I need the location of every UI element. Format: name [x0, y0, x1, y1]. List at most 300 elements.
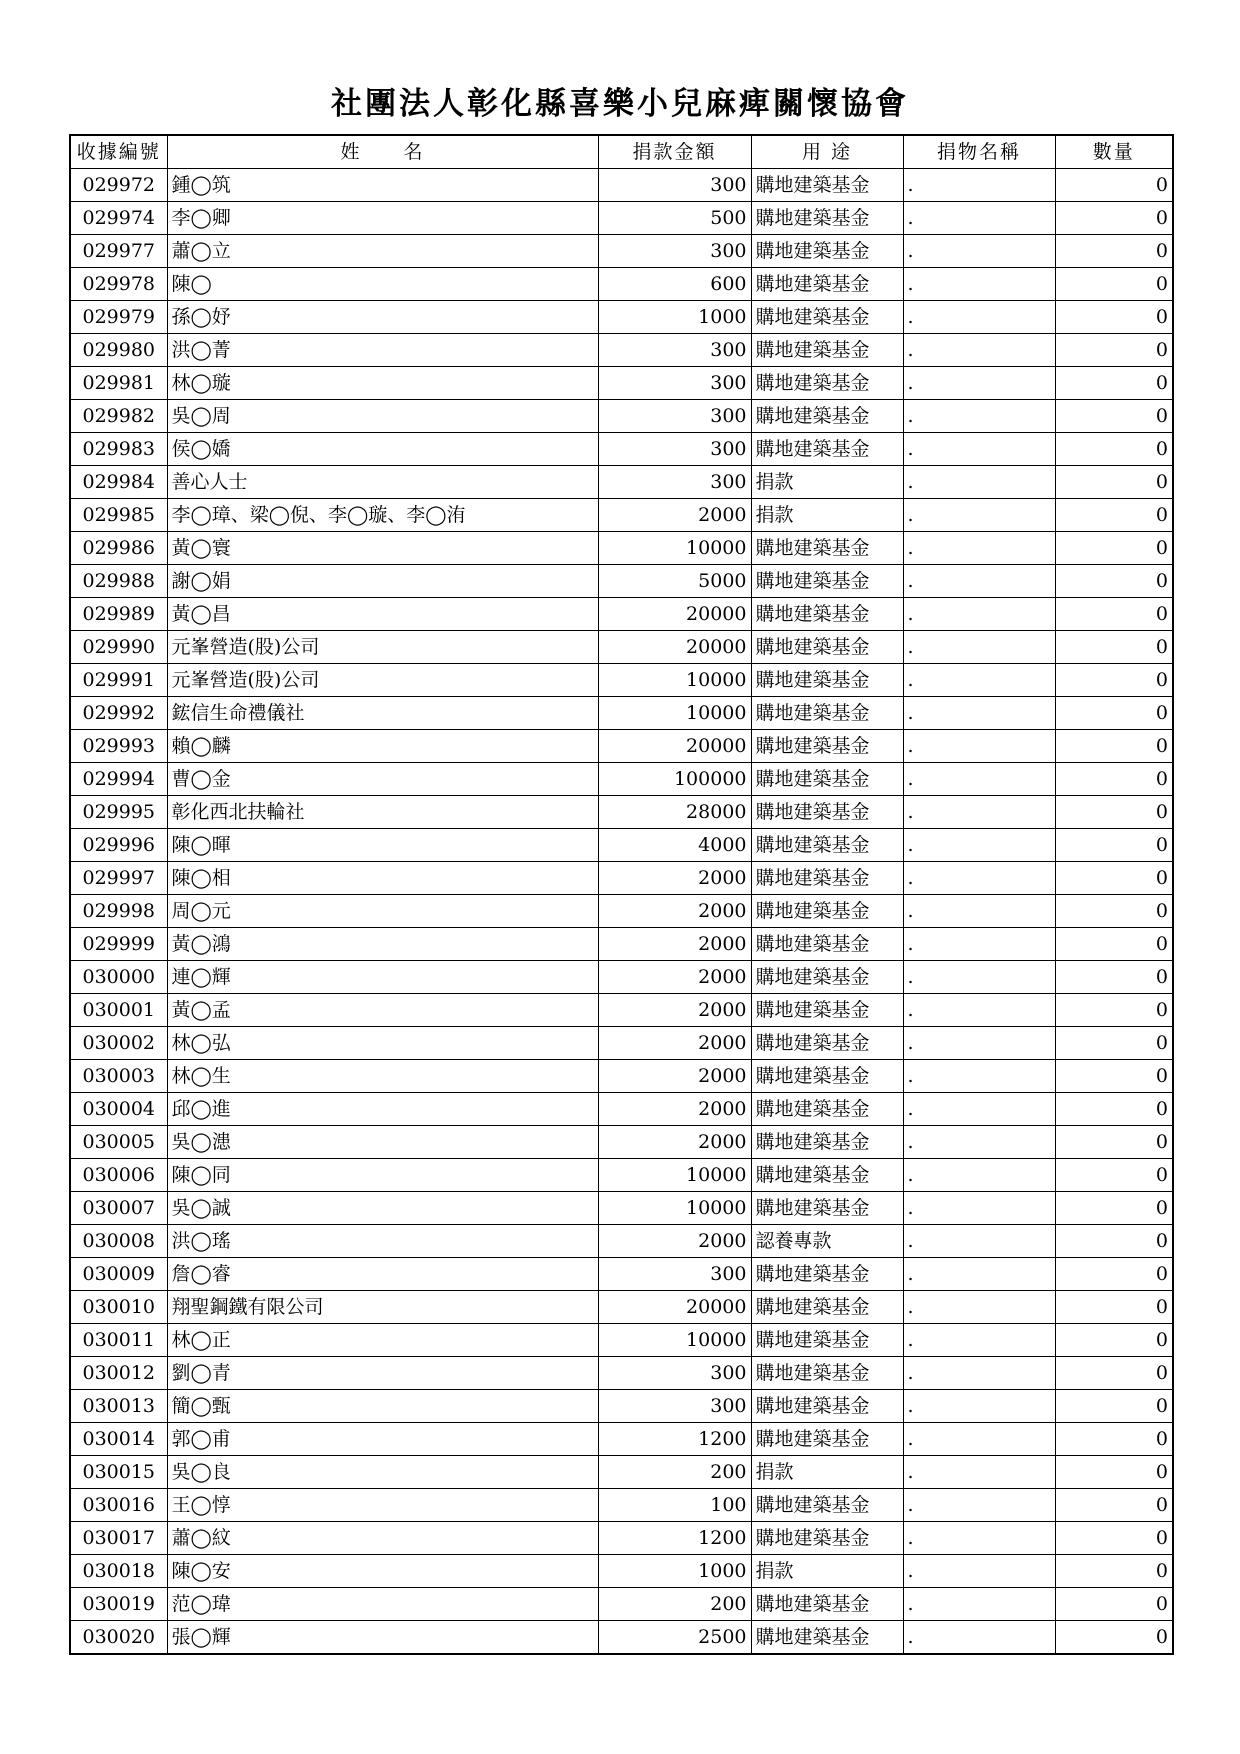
table-row — [70, 1621, 1173, 1655]
quantity-cell: 0 — [1055, 1357, 1173, 1390]
purpose-cell: 購地建築基金 — [751, 268, 903, 301]
table-row — [70, 1390, 1173, 1423]
quantity-cell: 0 — [1055, 1060, 1173, 1093]
amount-cell: 300 — [598, 1357, 751, 1390]
header-receipt-number: 收據編號 — [70, 135, 167, 169]
receipt-number-cell: 029994 — [70, 763, 167, 796]
quantity-cell: 0 — [1055, 169, 1173, 202]
receipt-number-cell: 030012 — [70, 1357, 167, 1390]
amount-cell: 1200 — [598, 1522, 751, 1555]
amount-cell: 2000 — [598, 1027, 751, 1060]
quantity-cell: 0 — [1055, 1423, 1173, 1456]
item-name-cell: . — [903, 631, 1055, 664]
donor-name-cell: 鋐信生命禮儀社 — [167, 697, 598, 730]
quantity-cell: 0 — [1055, 1093, 1173, 1126]
donor-name-cell: 洪◯瑤 — [167, 1225, 598, 1258]
item-name-cell: . — [903, 565, 1055, 598]
amount-cell: 300 — [598, 169, 751, 202]
receipt-number-cell: 029983 — [70, 433, 167, 466]
purpose-cell: 認養專款 — [751, 1225, 903, 1258]
table-row — [70, 1324, 1173, 1357]
table-row — [70, 730, 1173, 763]
receipt-number-cell: 030014 — [70, 1423, 167, 1456]
receipt-number-cell: 029998 — [70, 895, 167, 928]
donor-name-cell: 黃◯鴻 — [167, 928, 598, 961]
purpose-cell: 購地建築基金 — [751, 1027, 903, 1060]
donor-name-cell: 黃◯昌 — [167, 598, 598, 631]
purpose-cell: 購地建築基金 — [751, 367, 903, 400]
table-row — [70, 1060, 1173, 1093]
quantity-cell: 0 — [1055, 796, 1173, 829]
purpose-cell: 購地建築基金 — [751, 928, 903, 961]
amount-cell: 2000 — [598, 928, 751, 961]
donor-name-cell: 翔聖鋼鐵有限公司 — [167, 1291, 598, 1324]
donor-name-cell: 詹◯睿 — [167, 1258, 598, 1291]
table-row — [70, 1423, 1173, 1456]
receipt-number-cell: 029977 — [70, 235, 167, 268]
donor-name-cell: 林◯生 — [167, 1060, 598, 1093]
table-row — [70, 1093, 1173, 1126]
amount-cell: 1000 — [598, 301, 751, 334]
amount-cell: 2000 — [598, 1126, 751, 1159]
amount-cell: 300 — [598, 235, 751, 268]
item-name-cell: . — [903, 499, 1055, 532]
table-row — [70, 334, 1173, 367]
amount-cell: 10000 — [598, 1159, 751, 1192]
purpose-cell: 購地建築基金 — [751, 235, 903, 268]
header-name: 姓 名 — [167, 135, 598, 169]
quantity-cell: 0 — [1055, 862, 1173, 895]
purpose-cell: 購地建築基金 — [751, 697, 903, 730]
purpose-cell: 購地建築基金 — [751, 1357, 903, 1390]
receipt-number-cell: 030000 — [70, 961, 167, 994]
purpose-cell: 購地建築基金 — [751, 1324, 903, 1357]
amount-cell: 300 — [598, 367, 751, 400]
item-name-cell: . — [903, 1126, 1055, 1159]
item-name-cell: . — [903, 367, 1055, 400]
receipt-number-cell: 029979 — [70, 301, 167, 334]
quantity-cell: 0 — [1055, 1027, 1173, 1060]
purpose-cell: 購地建築基金 — [751, 169, 903, 202]
amount-cell: 300 — [598, 334, 751, 367]
receipt-number-cell: 029992 — [70, 697, 167, 730]
table-row — [70, 367, 1173, 400]
receipt-number-cell: 030013 — [70, 1390, 167, 1423]
donor-name-cell: 吳◯漶 — [167, 1126, 598, 1159]
item-name-cell: . — [903, 1225, 1055, 1258]
amount-cell: 1200 — [598, 1423, 751, 1456]
table-row — [70, 1027, 1173, 1060]
amount-cell: 4000 — [598, 829, 751, 862]
amount-cell: 600 — [598, 268, 751, 301]
item-name-cell: . — [903, 796, 1055, 829]
receipt-number-cell: 029991 — [70, 664, 167, 697]
item-name-cell: . — [903, 268, 1055, 301]
receipt-number-cell: 030007 — [70, 1192, 167, 1225]
donor-name-cell: 黃◯孟 — [167, 994, 598, 1027]
donor-name-cell: 李◯卿 — [167, 202, 598, 235]
donor-name-cell: 元峯營造(股)公司 — [167, 664, 598, 697]
receipt-number-cell: 030009 — [70, 1258, 167, 1291]
quantity-cell: 0 — [1055, 1192, 1173, 1225]
purpose-cell: 購地建築基金 — [751, 1489, 903, 1522]
receipt-number-cell: 029978 — [70, 268, 167, 301]
item-name-cell: . — [903, 862, 1055, 895]
quantity-cell: 0 — [1055, 829, 1173, 862]
table-row — [70, 961, 1173, 994]
amount-cell: 2000 — [598, 1060, 751, 1093]
donor-name-cell: 周◯元 — [167, 895, 598, 928]
item-name-cell: . — [903, 532, 1055, 565]
table-row — [70, 928, 1173, 961]
item-name-cell: . — [903, 829, 1055, 862]
amount-cell: 28000 — [598, 796, 751, 829]
quantity-cell: 0 — [1055, 631, 1173, 664]
amount-cell: 2000 — [598, 961, 751, 994]
table-row — [70, 1588, 1173, 1621]
item-name-cell: . — [903, 169, 1055, 202]
donor-name-cell: 李◯璋、梁◯倪、李◯璇、李◯洧 — [167, 499, 598, 532]
amount-cell: 2000 — [598, 1225, 751, 1258]
amount-cell: 20000 — [598, 730, 751, 763]
purpose-cell: 購地建築基金 — [751, 532, 903, 565]
quantity-cell: 0 — [1055, 697, 1173, 730]
receipt-number-cell: 030016 — [70, 1489, 167, 1522]
item-name-cell: . — [903, 961, 1055, 994]
receipt-number-cell: 030010 — [70, 1291, 167, 1324]
purpose-cell: 購地建築基金 — [751, 301, 903, 334]
amount-cell: 2000 — [598, 895, 751, 928]
donor-name-cell: 孫◯妤 — [167, 301, 598, 334]
quantity-cell: 0 — [1055, 334, 1173, 367]
table-row — [70, 829, 1173, 862]
table-row — [70, 631, 1173, 664]
purpose-cell: 購地建築基金 — [751, 1291, 903, 1324]
quantity-cell: 0 — [1055, 1621, 1173, 1655]
receipt-number-cell: 029999 — [70, 928, 167, 961]
purpose-cell: 購地建築基金 — [751, 1588, 903, 1621]
item-name-cell: . — [903, 1555, 1055, 1588]
quantity-cell: 0 — [1055, 994, 1173, 1027]
receipt-number-cell: 030018 — [70, 1555, 167, 1588]
item-name-cell: . — [903, 763, 1055, 796]
receipt-number-cell: 029995 — [70, 796, 167, 829]
amount-cell: 20000 — [598, 598, 751, 631]
donor-name-cell: 林◯璇 — [167, 367, 598, 400]
receipt-number-cell: 030003 — [70, 1060, 167, 1093]
quantity-cell: 0 — [1055, 1324, 1173, 1357]
quantity-cell: 0 — [1055, 1390, 1173, 1423]
quantity-cell: 0 — [1055, 928, 1173, 961]
receipt-number-cell: 030005 — [70, 1126, 167, 1159]
quantity-cell: 0 — [1055, 499, 1173, 532]
item-name-cell: . — [903, 664, 1055, 697]
quantity-cell: 0 — [1055, 1291, 1173, 1324]
donor-name-cell: 陳◯ — [167, 268, 598, 301]
table-row — [70, 169, 1173, 202]
receipt-number-cell: 029972 — [70, 169, 167, 202]
table-row — [70, 532, 1173, 565]
donor-name-cell: 侯◯嬌 — [167, 433, 598, 466]
donor-name-cell: 賴◯麟 — [167, 730, 598, 763]
table-row — [70, 1192, 1173, 1225]
item-name-cell: . — [903, 1390, 1055, 1423]
document-title: 社團法人彰化縣喜樂小兒麻痺關懷協會 — [331, 86, 909, 122]
donor-name-cell: 善心人士 — [167, 466, 598, 499]
receipt-number-cell: 030019 — [70, 1588, 167, 1621]
purpose-cell: 購地建築基金 — [751, 1258, 903, 1291]
item-name-cell: . — [903, 1027, 1055, 1060]
header-donation-amount: 捐款金額 — [598, 135, 751, 169]
quantity-cell: 0 — [1055, 235, 1173, 268]
amount-cell: 200 — [598, 1456, 751, 1489]
item-name-cell: . — [903, 598, 1055, 631]
item-name-cell: . — [903, 466, 1055, 499]
item-name-cell: . — [903, 697, 1055, 730]
receipt-number-cell: 029985 — [70, 499, 167, 532]
purpose-cell: 購地建築基金 — [751, 1093, 903, 1126]
item-name-cell: . — [903, 1456, 1055, 1489]
quantity-cell: 0 — [1055, 1225, 1173, 1258]
header-row — [70, 135, 1173, 169]
purpose-cell: 購地建築基金 — [751, 862, 903, 895]
table-row — [70, 202, 1173, 235]
purpose-cell: 購地建築基金 — [751, 202, 903, 235]
table-row — [70, 499, 1173, 532]
donor-name-cell: 邱◯進 — [167, 1093, 598, 1126]
table-row — [70, 994, 1173, 1027]
item-name-cell: . — [903, 1192, 1055, 1225]
table-header — [70, 135, 1173, 169]
purpose-cell: 購地建築基金 — [751, 1192, 903, 1225]
donor-name-cell: 彰化西北扶輪社 — [167, 796, 598, 829]
purpose-cell: 購地建築基金 — [751, 796, 903, 829]
purpose-cell: 購地建築基金 — [751, 961, 903, 994]
table-row — [70, 235, 1173, 268]
amount-cell: 2500 — [598, 1621, 751, 1655]
item-name-cell: . — [903, 301, 1055, 334]
donor-name-cell: 蕭◯紋 — [167, 1522, 598, 1555]
quantity-cell: 0 — [1055, 730, 1173, 763]
table-row — [70, 268, 1173, 301]
quantity-cell: 0 — [1055, 1159, 1173, 1192]
item-name-cell: . — [903, 334, 1055, 367]
purpose-cell: 捐款 — [751, 1456, 903, 1489]
amount-cell: 200 — [598, 1588, 751, 1621]
purpose-cell: 購地建築基金 — [751, 1060, 903, 1093]
receipt-number-cell: 029981 — [70, 367, 167, 400]
table-row — [70, 598, 1173, 631]
item-name-cell: . — [903, 1621, 1055, 1655]
quantity-cell: 0 — [1055, 598, 1173, 631]
purpose-cell: 捐款 — [751, 1555, 903, 1588]
item-name-cell: . — [903, 1357, 1055, 1390]
receipt-number-cell: 029993 — [70, 730, 167, 763]
amount-cell: 2000 — [598, 499, 751, 532]
table-row — [70, 400, 1173, 433]
item-name-cell: . — [903, 1159, 1055, 1192]
quantity-cell: 0 — [1055, 466, 1173, 499]
table-row — [70, 1522, 1173, 1555]
amount-cell: 300 — [598, 1258, 751, 1291]
table-row — [70, 697, 1173, 730]
donor-name-cell: 連◯輝 — [167, 961, 598, 994]
amount-cell: 300 — [598, 433, 751, 466]
receipt-number-cell: 029997 — [70, 862, 167, 895]
item-name-cell: . — [903, 1588, 1055, 1621]
item-name-cell: . — [903, 895, 1055, 928]
donor-name-cell: 張◯輝 — [167, 1621, 598, 1655]
quantity-cell: 0 — [1055, 1588, 1173, 1621]
item-name-cell: . — [903, 1093, 1055, 1126]
donor-name-cell: 吳◯良 — [167, 1456, 598, 1489]
donor-name-cell: 林◯弘 — [167, 1027, 598, 1060]
quantity-cell: 0 — [1055, 1456, 1173, 1489]
table-row — [70, 1357, 1173, 1390]
quantity-cell: 0 — [1055, 1555, 1173, 1588]
amount-cell: 5000 — [598, 565, 751, 598]
item-name-cell: . — [903, 730, 1055, 763]
quantity-cell: 0 — [1055, 202, 1173, 235]
purpose-cell: 購地建築基金 — [751, 1126, 903, 1159]
table-row — [70, 1456, 1173, 1489]
amount-cell: 10000 — [598, 1192, 751, 1225]
amount-cell: 10000 — [598, 697, 751, 730]
purpose-cell: 購地建築基金 — [751, 1390, 903, 1423]
receipt-number-cell: 030020 — [70, 1621, 167, 1655]
amount-cell: 300 — [598, 1390, 751, 1423]
donor-name-cell: 元峯營造(股)公司 — [167, 631, 598, 664]
amount-cell: 100 — [598, 1489, 751, 1522]
item-name-cell: . — [903, 235, 1055, 268]
table-row — [70, 301, 1173, 334]
purpose-cell: 購地建築基金 — [751, 895, 903, 928]
purpose-cell: 購地建築基金 — [751, 994, 903, 1027]
amount-cell: 2000 — [598, 994, 751, 1027]
purpose-cell: 購地建築基金 — [751, 829, 903, 862]
purpose-cell: 捐款 — [751, 499, 903, 532]
donor-name-cell: 吳◯周 — [167, 400, 598, 433]
item-name-cell: . — [903, 1423, 1055, 1456]
receipt-number-cell: 030015 — [70, 1456, 167, 1489]
quantity-cell: 0 — [1055, 532, 1173, 565]
donor-name-cell: 簡◯甄 — [167, 1390, 598, 1423]
amount-cell: 20000 — [598, 631, 751, 664]
purpose-cell: 購地建築基金 — [751, 400, 903, 433]
donor-name-cell: 范◯瑋 — [167, 1588, 598, 1621]
header-quantity: 數量 — [1055, 135, 1173, 169]
quantity-cell: 0 — [1055, 1258, 1173, 1291]
quantity-cell: 0 — [1055, 1126, 1173, 1159]
donor-name-cell: 鍾◯筑 — [167, 169, 598, 202]
table-row — [70, 1225, 1173, 1258]
amount-cell: 500 — [598, 202, 751, 235]
quantity-cell: 0 — [1055, 763, 1173, 796]
item-name-cell: . — [903, 994, 1055, 1027]
donor-name-cell: 蕭◯立 — [167, 235, 598, 268]
table-row — [70, 796, 1173, 829]
amount-cell: 300 — [598, 400, 751, 433]
item-name-cell: . — [903, 1291, 1055, 1324]
table-row — [70, 1291, 1173, 1324]
table-body — [70, 169, 1173, 1655]
donor-name-cell: 陳◯安 — [167, 1555, 598, 1588]
purpose-cell: 購地建築基金 — [751, 631, 903, 664]
donor-name-cell: 曹◯金 — [167, 763, 598, 796]
amount-cell: 2000 — [598, 1093, 751, 1126]
receipt-number-cell: 029996 — [70, 829, 167, 862]
receipt-number-cell: 030001 — [70, 994, 167, 1027]
amount-cell: 10000 — [598, 664, 751, 697]
receipt-number-cell: 029990 — [70, 631, 167, 664]
donor-name-cell: 劉◯青 — [167, 1357, 598, 1390]
donor-name-cell: 王◯惇 — [167, 1489, 598, 1522]
amount-cell: 300 — [598, 466, 751, 499]
receipt-number-cell: 029986 — [70, 532, 167, 565]
item-name-cell: . — [903, 1522, 1055, 1555]
quantity-cell: 0 — [1055, 268, 1173, 301]
quantity-cell: 0 — [1055, 664, 1173, 697]
purpose-cell: 購地建築基金 — [751, 433, 903, 466]
table-row — [70, 862, 1173, 895]
table-row — [70, 565, 1173, 598]
header-purpose: 用 途 — [751, 135, 903, 169]
table-row — [70, 1159, 1173, 1192]
amount-cell: 2000 — [598, 862, 751, 895]
table-row — [70, 466, 1173, 499]
receipt-number-cell: 029980 — [70, 334, 167, 367]
item-name-cell: . — [903, 1060, 1055, 1093]
table-row — [70, 433, 1173, 466]
donor-name-cell: 黃◯寰 — [167, 532, 598, 565]
receipt-number-cell: 029984 — [70, 466, 167, 499]
item-name-cell: . — [903, 1324, 1055, 1357]
table-row — [70, 1126, 1173, 1159]
donor-name-cell: 陳◯相 — [167, 862, 598, 895]
quantity-cell: 0 — [1055, 895, 1173, 928]
purpose-cell: 捐款 — [751, 466, 903, 499]
amount-cell: 20000 — [598, 1291, 751, 1324]
item-name-cell: . — [903, 1258, 1055, 1291]
item-name-cell: . — [903, 202, 1055, 235]
table-row — [70, 1555, 1173, 1588]
purpose-cell: 購地建築基金 — [751, 334, 903, 367]
table-row — [70, 664, 1173, 697]
purpose-cell: 購地建築基金 — [751, 1423, 903, 1456]
purpose-cell: 購地建築基金 — [751, 664, 903, 697]
donor-name-cell: 洪◯菁 — [167, 334, 598, 367]
receipt-number-cell: 030011 — [70, 1324, 167, 1357]
receipt-number-cell: 030006 — [70, 1159, 167, 1192]
purpose-cell: 購地建築基金 — [751, 1522, 903, 1555]
donor-name-cell: 林◯正 — [167, 1324, 598, 1357]
donor-name-cell: 吳◯誠 — [167, 1192, 598, 1225]
quantity-cell: 0 — [1055, 961, 1173, 994]
receipt-number-cell: 029988 — [70, 565, 167, 598]
quantity-cell: 0 — [1055, 1489, 1173, 1522]
purpose-cell: 購地建築基金 — [751, 1621, 903, 1655]
item-name-cell: . — [903, 400, 1055, 433]
amount-cell: 100000 — [598, 763, 751, 796]
donor-name-cell: 謝◯娟 — [167, 565, 598, 598]
receipt-number-cell: 029982 — [70, 400, 167, 433]
receipt-number-cell: 030004 — [70, 1093, 167, 1126]
purpose-cell: 購地建築基金 — [751, 1159, 903, 1192]
amount-cell: 10000 — [598, 1324, 751, 1357]
quantity-cell: 0 — [1055, 301, 1173, 334]
purpose-cell: 購地建築基金 — [751, 598, 903, 631]
header-item-name: 捐物名稱 — [903, 135, 1055, 169]
